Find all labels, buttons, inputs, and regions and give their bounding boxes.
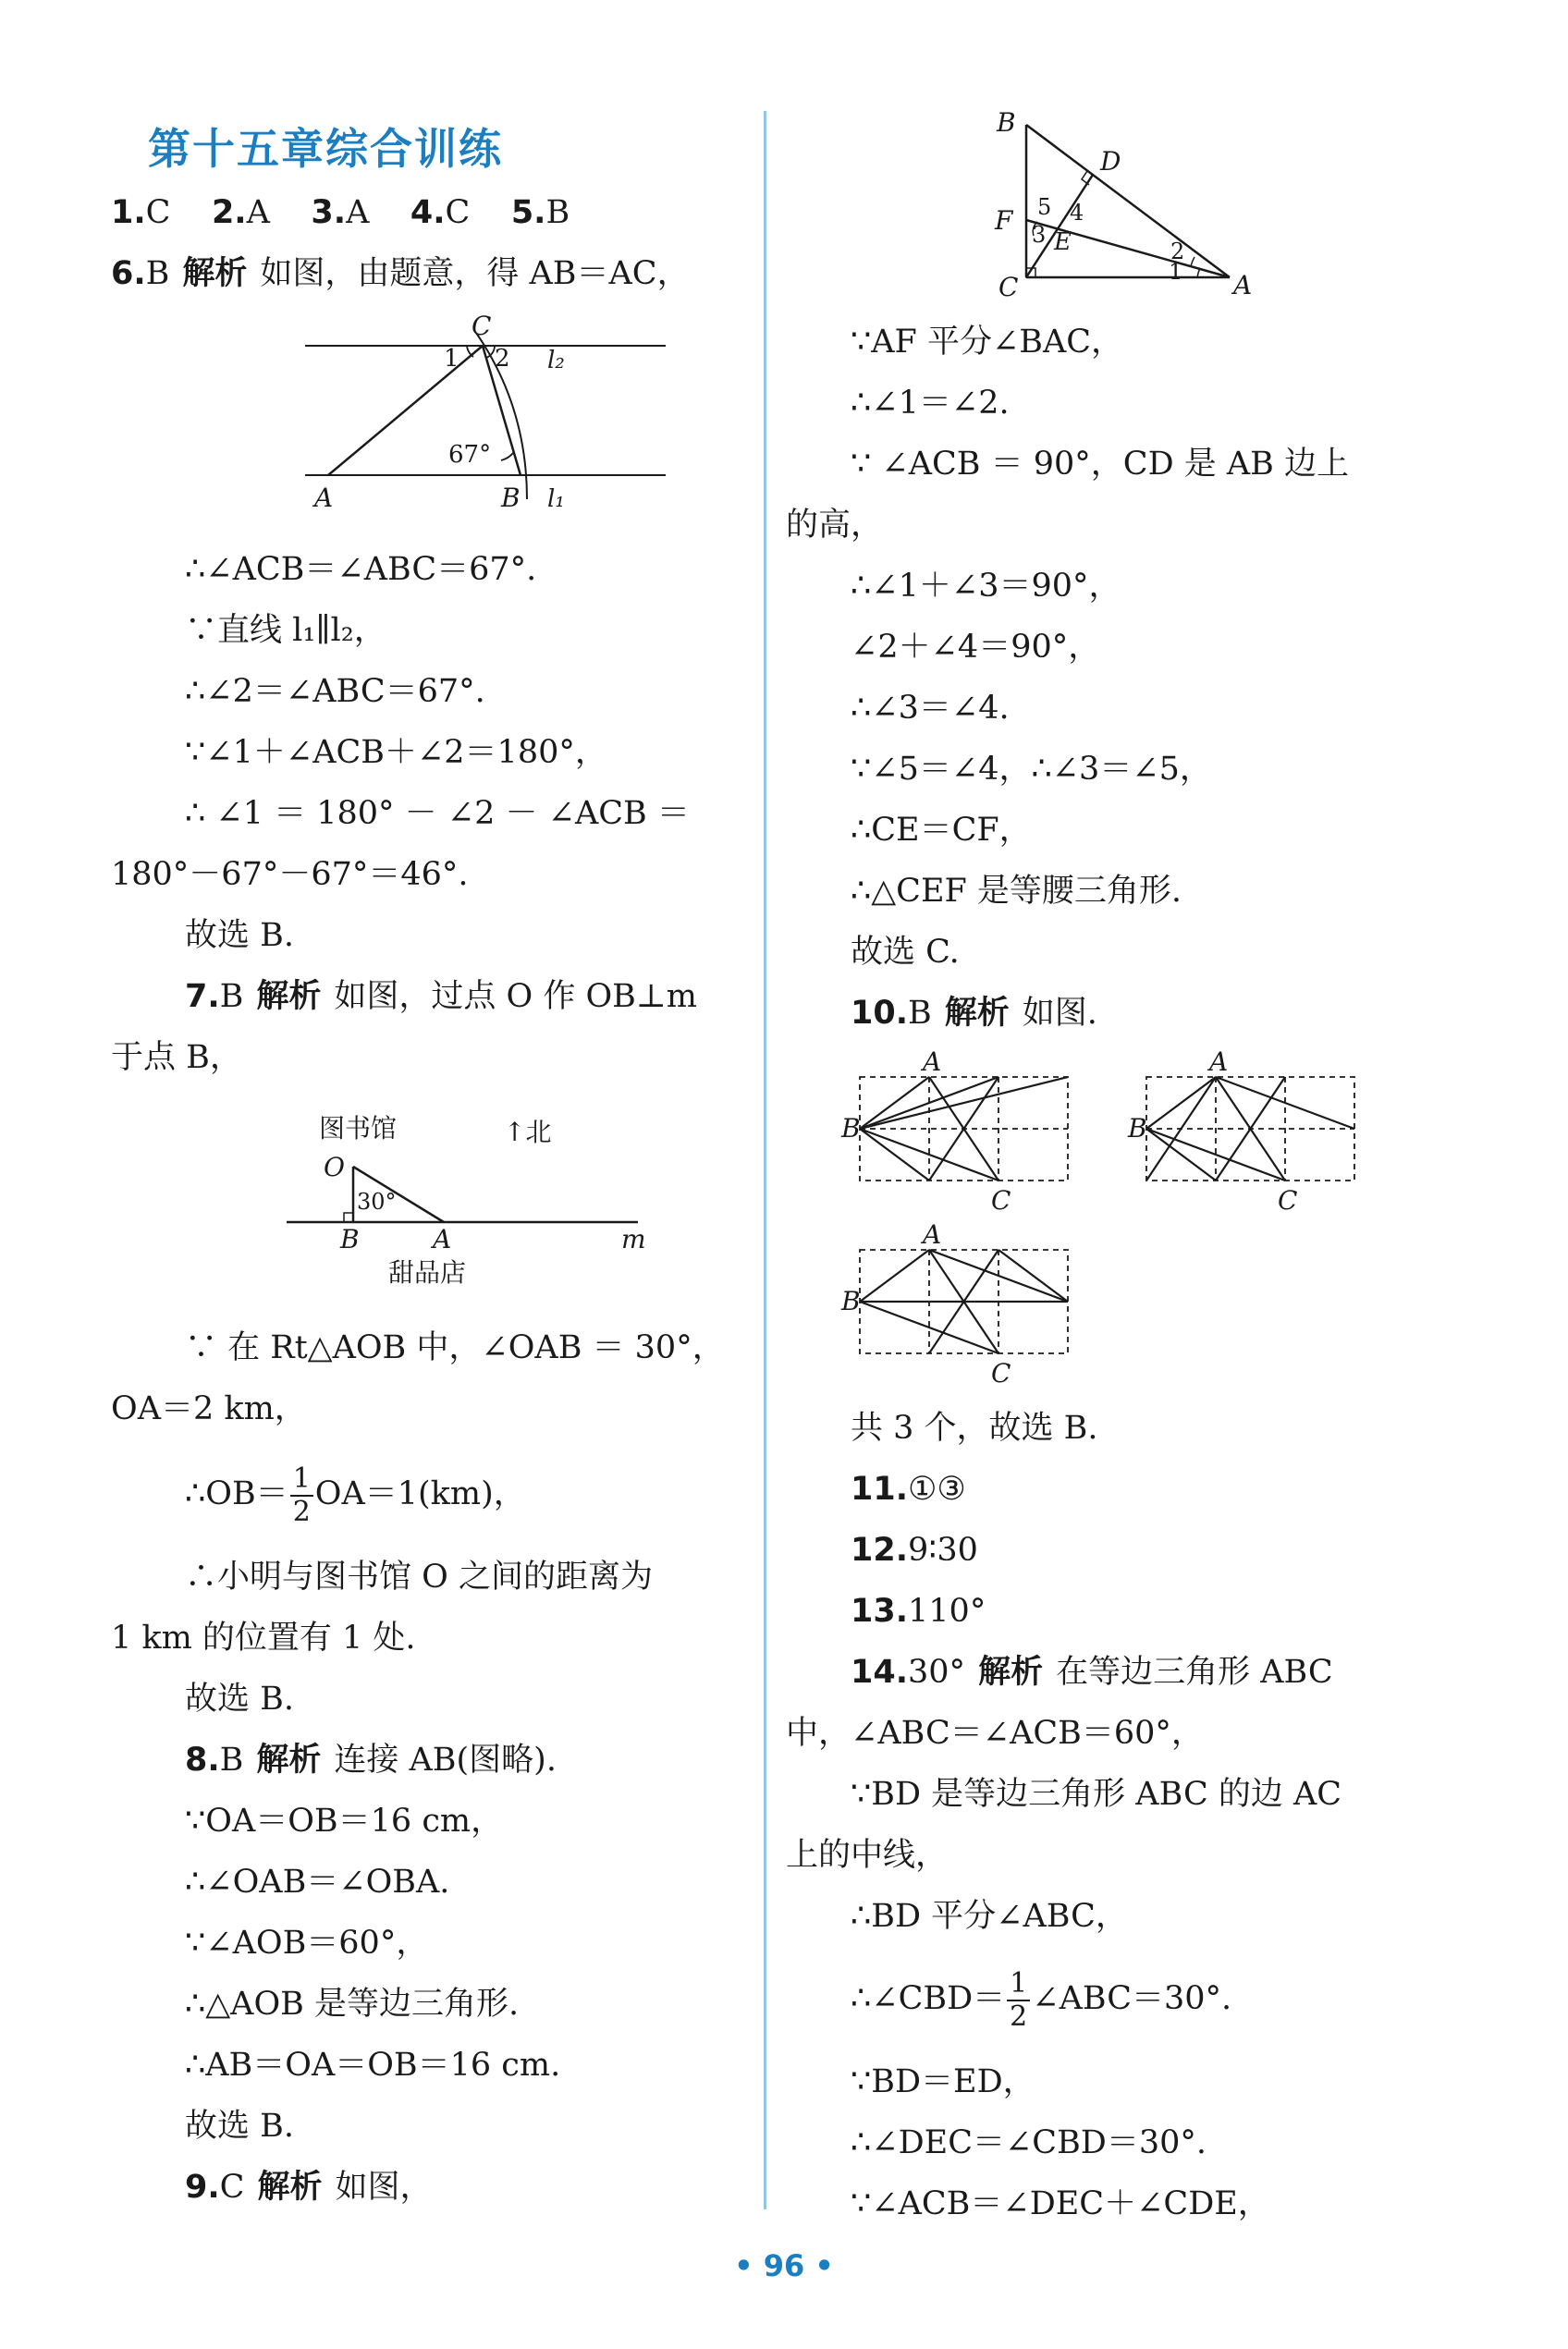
q3-number: 3. xyxy=(311,194,347,231)
q9-step-9: ∴△CEF 是等腰三角形. xyxy=(851,873,1182,910)
fig10a-label-C: C xyxy=(991,1185,1011,1216)
q9-step-3: ∵ ∠ACB ＝ 90°，CD 是 AB 边上 xyxy=(851,446,1349,483)
answers-1-5 xyxy=(111,194,570,231)
fig10-grid-3 xyxy=(840,1219,1068,1389)
q14-step-2-cont: 上的中线， xyxy=(786,1837,949,1874)
q8-step-1: ∵OA＝OB＝16 cm， xyxy=(185,1803,504,1840)
fig9-label-D: D xyxy=(1100,146,1121,177)
q9-conclusion: 故选 C. xyxy=(851,934,960,971)
figure-q6 xyxy=(305,311,693,518)
fig7-label-O: O xyxy=(324,1152,345,1182)
fig7-label-m: m xyxy=(621,1224,646,1254)
q7-text: 如图，过点 O 作 OB⊥m xyxy=(334,978,697,1015)
q14-step-5: ∵BD＝ED， xyxy=(851,2063,1035,2100)
page-title: 第十五章综合训练 xyxy=(148,124,503,174)
q14-header xyxy=(851,1654,1333,1691)
q6-step-1: ∴∠ACB＝∠ABC＝67°. xyxy=(185,551,537,588)
q7-header xyxy=(185,978,697,1015)
q10-number: 10. xyxy=(851,995,909,1032)
fig6-label-C: C xyxy=(472,311,492,341)
fig7-angle: 30° xyxy=(357,1189,397,1215)
q9-number: 9. xyxy=(185,2169,220,2206)
q14-number: 14. xyxy=(851,1654,909,1691)
q14-step-7: ∵∠ACB＝∠DEC＋∠CDE， xyxy=(851,2185,1270,2222)
fig10c-label-C: C xyxy=(991,1358,1011,1389)
q8-text: 连接 AB(图略). xyxy=(334,1742,557,1779)
q2-answer: A xyxy=(246,194,270,231)
q7-step-5: 1 km 的位置有 1 处. xyxy=(111,1620,416,1657)
fig10c-label-A: A xyxy=(923,1219,942,1250)
q7-step-3 xyxy=(185,1457,526,1531)
q10-header xyxy=(851,995,1097,1032)
q9-step-7: ∵∠5＝∠4，∴∠3＝∠5， xyxy=(851,751,1212,788)
fig10b-label-C: C xyxy=(1278,1185,1298,1216)
q14-step-6: ∴∠DEC＝∠CBD＝30°. xyxy=(851,2124,1207,2161)
fig9-label-B: B xyxy=(997,107,1016,138)
q6-step-2: ∵直线 l₁∥l₂， xyxy=(185,612,386,649)
q6-answer: B xyxy=(145,255,170,292)
q9-step-5: ∠2＋∠4＝90°， xyxy=(851,629,1101,666)
q7-number: 7. xyxy=(185,978,220,1015)
fig9-label-4: 4 xyxy=(1070,200,1084,226)
q7-conclusion: 故选 B. xyxy=(185,1681,294,1718)
fig6-label-A: A xyxy=(314,483,334,513)
q9-step-4: ∴∠1＋∠3＝90°， xyxy=(851,568,1121,605)
q8-step-3: ∵∠AOB＝60°， xyxy=(185,1925,429,1962)
q8-step-5: ∴AB＝OA＝OB＝16 cm. xyxy=(185,2047,561,2084)
q9-text: 如图， xyxy=(335,2169,433,2206)
fig10b-label-A: A xyxy=(1209,1046,1229,1077)
q6-step-4: ∵∠1＋∠ACB＋∠2＝180°， xyxy=(185,734,607,771)
q9-header xyxy=(185,2169,432,2206)
fig10b-label-B: B xyxy=(1128,1113,1147,1144)
q14-step-2: ∵BD 是等边三角形 ABC 的边 AC xyxy=(851,1776,1342,1813)
figure-q7 xyxy=(287,1109,675,1294)
q8-header xyxy=(185,1742,557,1779)
fraction-half xyxy=(290,1463,313,1528)
fraction-numerator-2: 1 xyxy=(1007,1968,1030,2001)
q9-analysis-label: 解析 xyxy=(257,2169,323,2206)
q6-step-5: ∴ ∠1 ＝ 180° － ∠2 － ∠ACB ＝ xyxy=(185,795,690,832)
q8-step-4: ∴△AOB 是等边三角形. xyxy=(185,1986,520,2023)
q8-number: 8. xyxy=(185,1742,220,1779)
q10-text: 如图. xyxy=(1022,995,1097,1032)
q7-analysis-label: 解析 xyxy=(256,978,322,1015)
q12-answer: 9∶30 xyxy=(908,1532,978,1569)
q8-step-2: ∴∠OAB＝∠OBA. xyxy=(185,1864,450,1901)
q5-answer: B xyxy=(545,194,570,231)
q14-step-4-pre: ∴∠CBD＝ xyxy=(851,1980,1006,2017)
fraction-half-2 xyxy=(1007,1968,1030,2033)
q7-step-1: ∵ 在 Rt△AOB 中，∠OAB ＝ 30°， xyxy=(185,1329,725,1366)
fraction-denominator: 2 xyxy=(292,1495,311,1528)
fig7-library: 图书馆 xyxy=(319,1113,398,1144)
q1-number: 1. xyxy=(111,194,146,231)
fig9-label-F: F xyxy=(995,205,1013,236)
page-number: • 96 • xyxy=(734,2248,834,2283)
fig7-label-B: B xyxy=(340,1224,360,1254)
q11-number: 11. xyxy=(851,1471,909,1508)
page-number-value: 96 xyxy=(763,2248,805,2283)
q12-number: 12. xyxy=(851,1532,909,1569)
q8-analysis-label: 解析 xyxy=(256,1742,322,1779)
q5-number: 5. xyxy=(510,194,546,231)
figure-q9 xyxy=(952,107,1267,305)
q9-step-6: ∴∠3＝∠4. xyxy=(851,690,1010,727)
q6-number: 6. xyxy=(111,255,146,292)
fig9-label-3: 3 xyxy=(1032,222,1047,248)
fig6-label-angle: 67° xyxy=(448,441,492,469)
q9-answer: C xyxy=(219,2169,245,2206)
q9-step-1: ∵AF 平分∠BAC， xyxy=(851,324,1124,361)
fig7-shop: 甜品店 xyxy=(388,1257,467,1288)
fig10c-label-B: B xyxy=(841,1286,861,1316)
q6-step-3: ∴∠2＝∠ABC＝67°. xyxy=(185,673,485,710)
fig9-label-A: A xyxy=(1233,270,1253,300)
q6-step-6: 180°－67°－67°＝46°. xyxy=(111,856,469,893)
fig10-grid-1 xyxy=(840,1046,1068,1216)
q9-step-3-cont: 的高， xyxy=(786,507,884,544)
fig6-label-l2: l₂ xyxy=(547,347,565,374)
q13-answer-line xyxy=(851,1593,986,1630)
q14-step-3: ∴BD 平分∠ABC， xyxy=(851,1898,1128,1935)
q14-answer: 30° xyxy=(908,1654,966,1691)
column-divider xyxy=(764,111,766,2209)
q6-analysis-label: 解析 xyxy=(182,255,248,292)
q7-answer: B xyxy=(219,978,244,1015)
fig10-grid-2 xyxy=(1127,1046,1354,1216)
q2-number: 2. xyxy=(211,194,247,231)
q4-answer: C xyxy=(445,194,471,231)
q14-text: 在等边三角形 ABC xyxy=(1056,1654,1333,1691)
fig7-north: ↑北 xyxy=(504,1117,552,1147)
q12-answer-line xyxy=(851,1532,978,1569)
fraction-numerator: 1 xyxy=(290,1463,313,1497)
q7-step-3-post: OA＝1(km)， xyxy=(314,1475,526,1512)
q14-step-1: 中，∠ABC＝∠ACB＝60°， xyxy=(786,1715,1204,1752)
q8-answer: B xyxy=(219,1742,244,1779)
q7-step-3-pre: ∴OB＝ xyxy=(185,1475,288,1512)
fig10a-label-A: A xyxy=(923,1046,942,1077)
q7-step-4: ∴小明与图书馆 O 之间的距离为 xyxy=(185,1559,653,1596)
q13-answer: 110° xyxy=(908,1593,986,1630)
fig7-label-A: A xyxy=(433,1224,452,1254)
q13-number: 13. xyxy=(851,1593,909,1630)
fig9-label-C: C xyxy=(998,272,1019,302)
fig9-label-E: E xyxy=(1054,228,1072,256)
q4-number: 4. xyxy=(410,194,446,231)
fig9-label-1: 1 xyxy=(1169,259,1183,285)
q14-step-4 xyxy=(851,1962,1231,2036)
fig10a-label-B: B xyxy=(841,1113,861,1144)
q3-answer: A xyxy=(346,194,370,231)
q14-step-4-post: ∠ABC＝30°. xyxy=(1032,1980,1232,2017)
fig6-label-1: 1 xyxy=(444,345,459,373)
q11-answer-line xyxy=(851,1471,966,1508)
q10-conclusion: 共 3 个，故选 B. xyxy=(851,1410,1098,1447)
q8-conclusion: 故选 B. xyxy=(185,2108,294,2145)
fig6-label-2: 2 xyxy=(495,345,510,373)
q7-step-2: OA＝2 km， xyxy=(111,1390,307,1427)
q14-analysis-label: 解析 xyxy=(978,1654,1044,1691)
q6-conclusion: 故选 B. xyxy=(185,917,294,954)
fig9-label-5: 5 xyxy=(1037,194,1052,220)
q7-text-cont: 于点 B， xyxy=(111,1039,242,1076)
figure-q10 xyxy=(786,1045,1433,1414)
q9-step-8: ∴CE＝CF， xyxy=(851,812,1032,849)
q11-answer: ①③ xyxy=(908,1471,966,1508)
q9-step-2: ∴∠1＝∠2. xyxy=(851,385,1010,422)
q1-answer: C xyxy=(145,194,171,231)
fig6-label-l1: l₁ xyxy=(547,485,565,513)
q10-analysis-label: 解析 xyxy=(944,995,1010,1032)
q6-header xyxy=(111,255,690,292)
fig6-label-B: B xyxy=(501,483,521,513)
fraction-denominator-2: 2 xyxy=(1010,2000,1028,2033)
fig9-label-2: 2 xyxy=(1170,239,1185,264)
q6-text: 如图，由题意，得 AB＝AC， xyxy=(260,255,690,292)
q10-answer: B xyxy=(908,995,932,1032)
